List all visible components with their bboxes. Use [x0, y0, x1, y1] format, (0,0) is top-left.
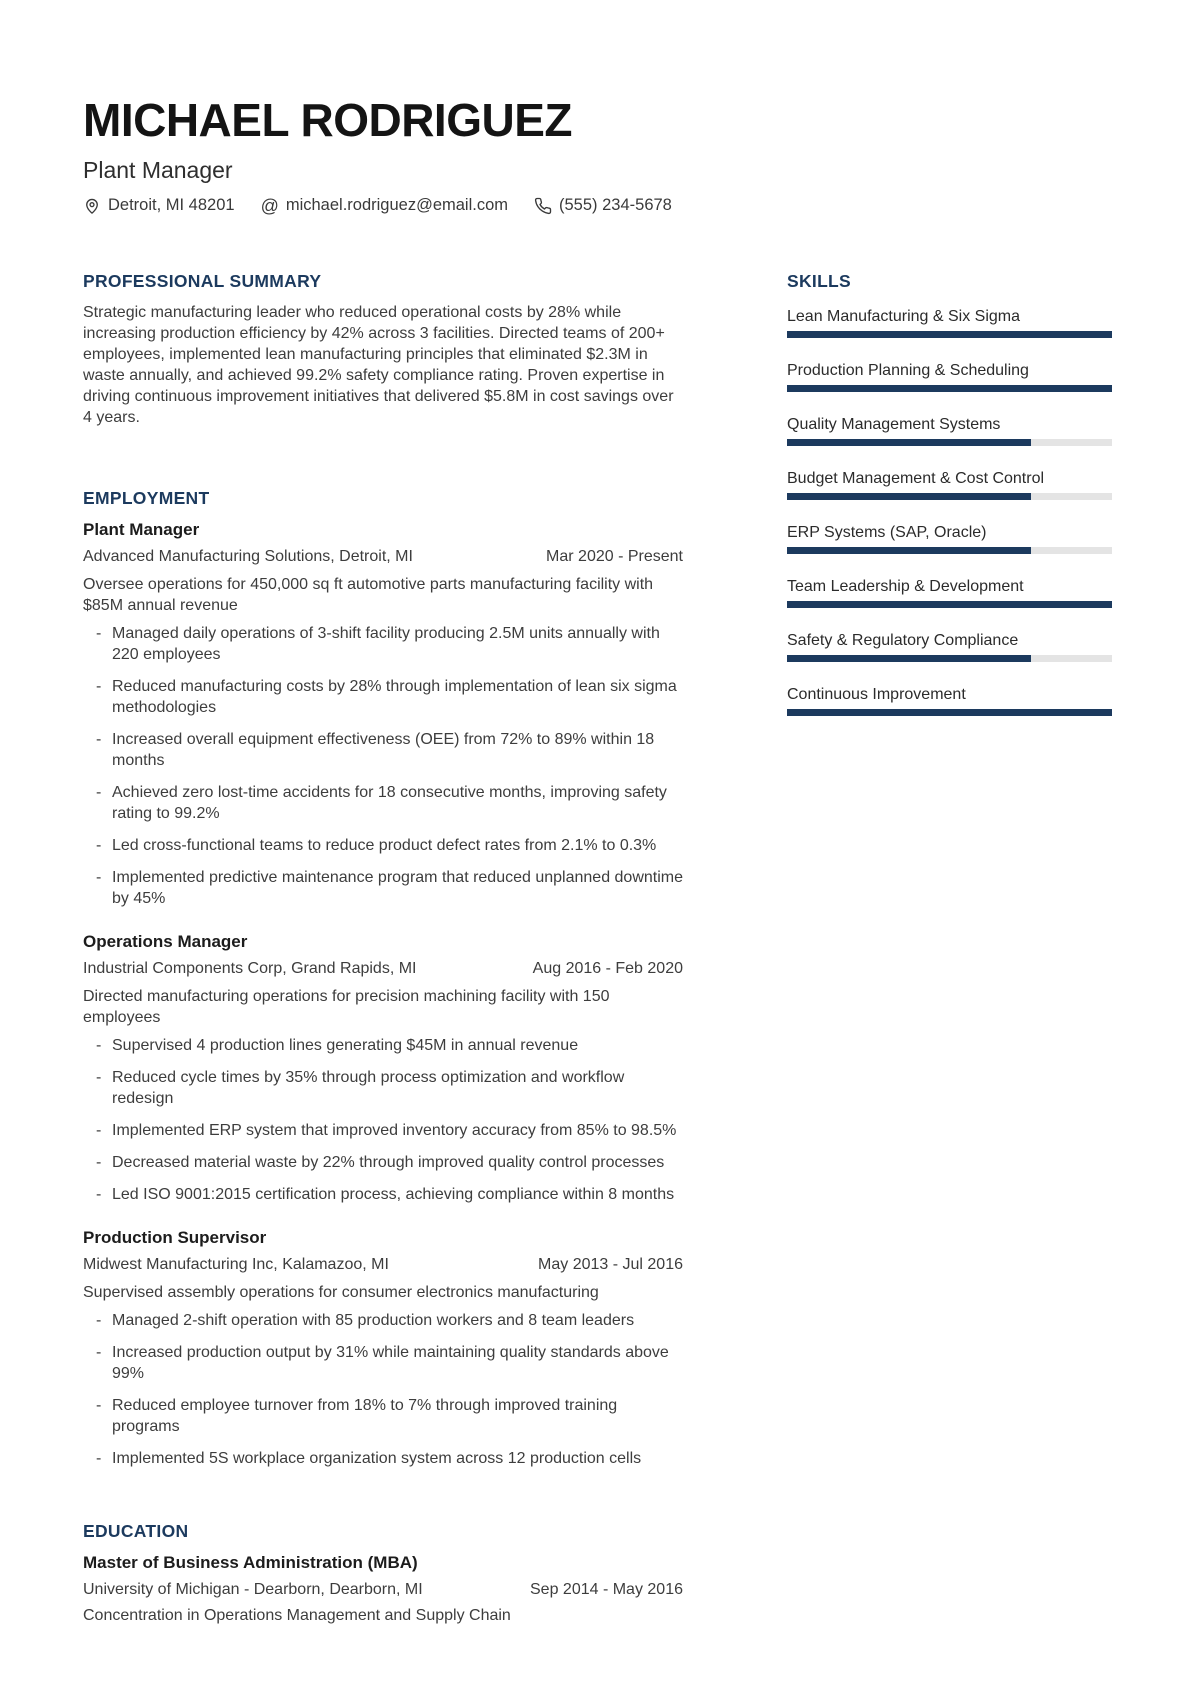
skill-bar-fill — [787, 655, 1031, 662]
skill-bar-fill — [787, 547, 1031, 554]
skill-label: Lean Manufacturing & Six Sigma — [787, 308, 1021, 326]
job-bullet: - Decreased material waste by 22% through improved quality control processes — [83, 1152, 683, 1173]
job-entry — [83, 1227, 683, 1469]
job-bullet: - Reduced employee turnover from 18% to 7% through improved training programs — [83, 1395, 683, 1437]
job-company: Midwest Manufacturing Inc, Kalamazoo, MI — [83, 1256, 389, 1274]
skill-bar-track — [787, 493, 1112, 500]
left-column — [83, 271, 683, 1626]
job-bullet: - Increased production output by 31% while maintaining quality standards above 99% — [83, 1342, 683, 1384]
education-degree: Master of Business Administration (MBA) — [83, 1553, 418, 1573]
skill-bar-fill — [787, 601, 1112, 608]
job-bullet: - Led cross-functional teams to reduce product defect rates from 2.1% to 0.3% — [83, 835, 683, 856]
email-at-icon: @ — [260, 195, 279, 216]
education-heading: EDUCATION — [83, 1521, 189, 1542]
employment-heading: EMPLOYMENT — [83, 488, 210, 509]
job-bullets — [83, 1310, 683, 1469]
skills-heading: SKILLS — [787, 271, 852, 292]
location-pin-icon — [83, 197, 101, 215]
job-meta — [83, 1254, 683, 1275]
job-bullets — [83, 623, 683, 909]
skill-item — [787, 414, 1112, 446]
job-dates: May 2013 - Jul 2016 — [538, 1256, 683, 1274]
job-entry — [83, 519, 683, 909]
skill-bar-fill — [787, 439, 1031, 446]
job-description: Supervised assembly operations for consumer electronics manufacturing — [83, 1284, 599, 1302]
skill-label: Safety & Regulatory Compliance — [787, 632, 1019, 650]
skill-label: Budget Management & Cost Control — [787, 470, 1045, 488]
job-entry — [83, 931, 683, 1205]
job-bullet: - Implemented ERP system that improved inventory accuracy from 85% to 98.5% — [83, 1120, 683, 1141]
job-meta — [83, 546, 683, 567]
skill-bar-track — [787, 601, 1112, 608]
job-description: Oversee operations for 450,000 sq ft automotive parts manufacturing facility with $85M annual revenue — [83, 576, 654, 615]
resume-body — [83, 271, 1112, 1626]
candidate-title: Plant Manager — [83, 157, 233, 183]
contact-row — [83, 196, 1112, 215]
contact-phone-text: (555) 234-5678 — [559, 196, 672, 215]
job-bullet: - Achieved zero lost-time accidents for 18 consecutive months, improving safety rating to 99.2% — [83, 782, 683, 824]
job-bullet: - Reduced manufacturing costs by 28% through implementation of lean six sigma methodologies — [83, 676, 683, 718]
education-note: Concentration in Operations Management and Supply Chain — [83, 1607, 511, 1625]
candidate-name: MICHAEL RODRIGUEZ — [83, 94, 572, 146]
phone-icon — [534, 197, 552, 215]
skill-bar-track — [787, 331, 1112, 338]
skill-bar-fill — [787, 385, 1112, 392]
education-school: University of Michigan - Dearborn, Dearborn, MI — [83, 1581, 423, 1599]
contact-location — [83, 196, 235, 215]
employment-section — [83, 488, 683, 1469]
job-bullet: - Implemented predictive maintenance program that reduced unplanned downtime by 45% — [83, 867, 683, 909]
skill-bar-track — [787, 655, 1112, 662]
skill-item — [787, 360, 1112, 392]
skills-sidebar — [787, 271, 1112, 1626]
job-bullet: - Managed daily operations of 3-shift facility producing 2.5M units annually with 220 employees — [83, 623, 683, 665]
job-bullets — [83, 1035, 683, 1205]
job-description: Directed manufacturing operations for precision machining facility with 150 employees — [83, 988, 610, 1027]
job-dates: Aug 2016 - Feb 2020 — [532, 960, 683, 978]
skill-bar-fill — [787, 331, 1112, 338]
skill-item — [787, 576, 1112, 608]
contact-email — [261, 196, 508, 215]
skill-item — [787, 522, 1112, 554]
contact-location-text: Detroit, MI 48201 — [108, 196, 235, 215]
summary-text: Strategic manufacturing leader who reduced operational costs by 28% while increasing production efficiency by 42% across 3 facilities. Directed teams of 200+ employees, implemented lean manufacturing principles that eliminated $2.3M in waste annually, and achieved 99.2% safety compliance rating. Proven expertise in driving continuous improvement initiatives that delivered $5.8M in cost savings over 4 years. — [83, 304, 674, 427]
skill-bar-track — [787, 547, 1112, 554]
contact-phone — [534, 196, 672, 215]
skill-item — [787, 684, 1112, 716]
skill-bar-fill — [787, 709, 1112, 716]
job-title: Plant Manager — [83, 520, 200, 540]
skill-label: ERP Systems (SAP, Oracle) — [787, 524, 987, 542]
job-bullet: - Supervised 4 production lines generating $45M in annual revenue — [83, 1035, 683, 1056]
skill-label: Continuous Improvement — [787, 686, 966, 704]
job-meta — [83, 958, 683, 979]
job-bullet: - Increased overall equipment effectiveness (OEE) from 72% to 89% within 18 months — [83, 729, 683, 771]
skills-list — [787, 306, 1112, 716]
job-title: Production Supervisor — [83, 1228, 267, 1248]
job-bullet: - Reduced cycle times by 35% through process optimization and workflow redesign — [83, 1067, 683, 1109]
job-company: Industrial Components Corp, Grand Rapids, MI — [83, 960, 417, 978]
skill-label: Production Planning & Scheduling — [787, 362, 1029, 380]
job-bullet: - Implemented 5S workplace organization system across 12 production cells — [83, 1448, 683, 1469]
skill-bar-track — [787, 385, 1112, 392]
contact-email-text: michael.rodriguez@email.com — [285, 196, 509, 215]
job-company: Advanced Manufacturing Solutions, Detroit, MI — [83, 548, 413, 566]
job-title: Operations Manager — [83, 932, 248, 952]
skill-item — [787, 306, 1112, 338]
job-bullet: - Led ISO 9001:2015 certification process, achieving compliance within 8 months — [83, 1184, 683, 1205]
job-bullet: - Managed 2-shift operation with 85 production workers and 8 team leaders — [83, 1310, 683, 1331]
skill-item — [787, 468, 1112, 500]
education-dates: Sep 2014 - May 2016 — [530, 1581, 683, 1599]
resume-header — [83, 94, 1112, 216]
summary-heading: PROFESSIONAL SUMMARY — [83, 271, 322, 292]
education-section — [83, 1521, 683, 1626]
skill-label: Team Leadership & Development — [787, 578, 1024, 596]
skill-item — [787, 630, 1112, 662]
job-dates: Mar 2020 - Present — [546, 548, 683, 566]
skill-label: Quality Management Systems — [787, 416, 1001, 434]
skill-bar-fill — [787, 493, 1031, 500]
skill-bar-track — [787, 709, 1112, 716]
education-meta — [83, 1579, 683, 1600]
skill-bar-track — [787, 439, 1112, 446]
summary-section — [83, 271, 683, 428]
